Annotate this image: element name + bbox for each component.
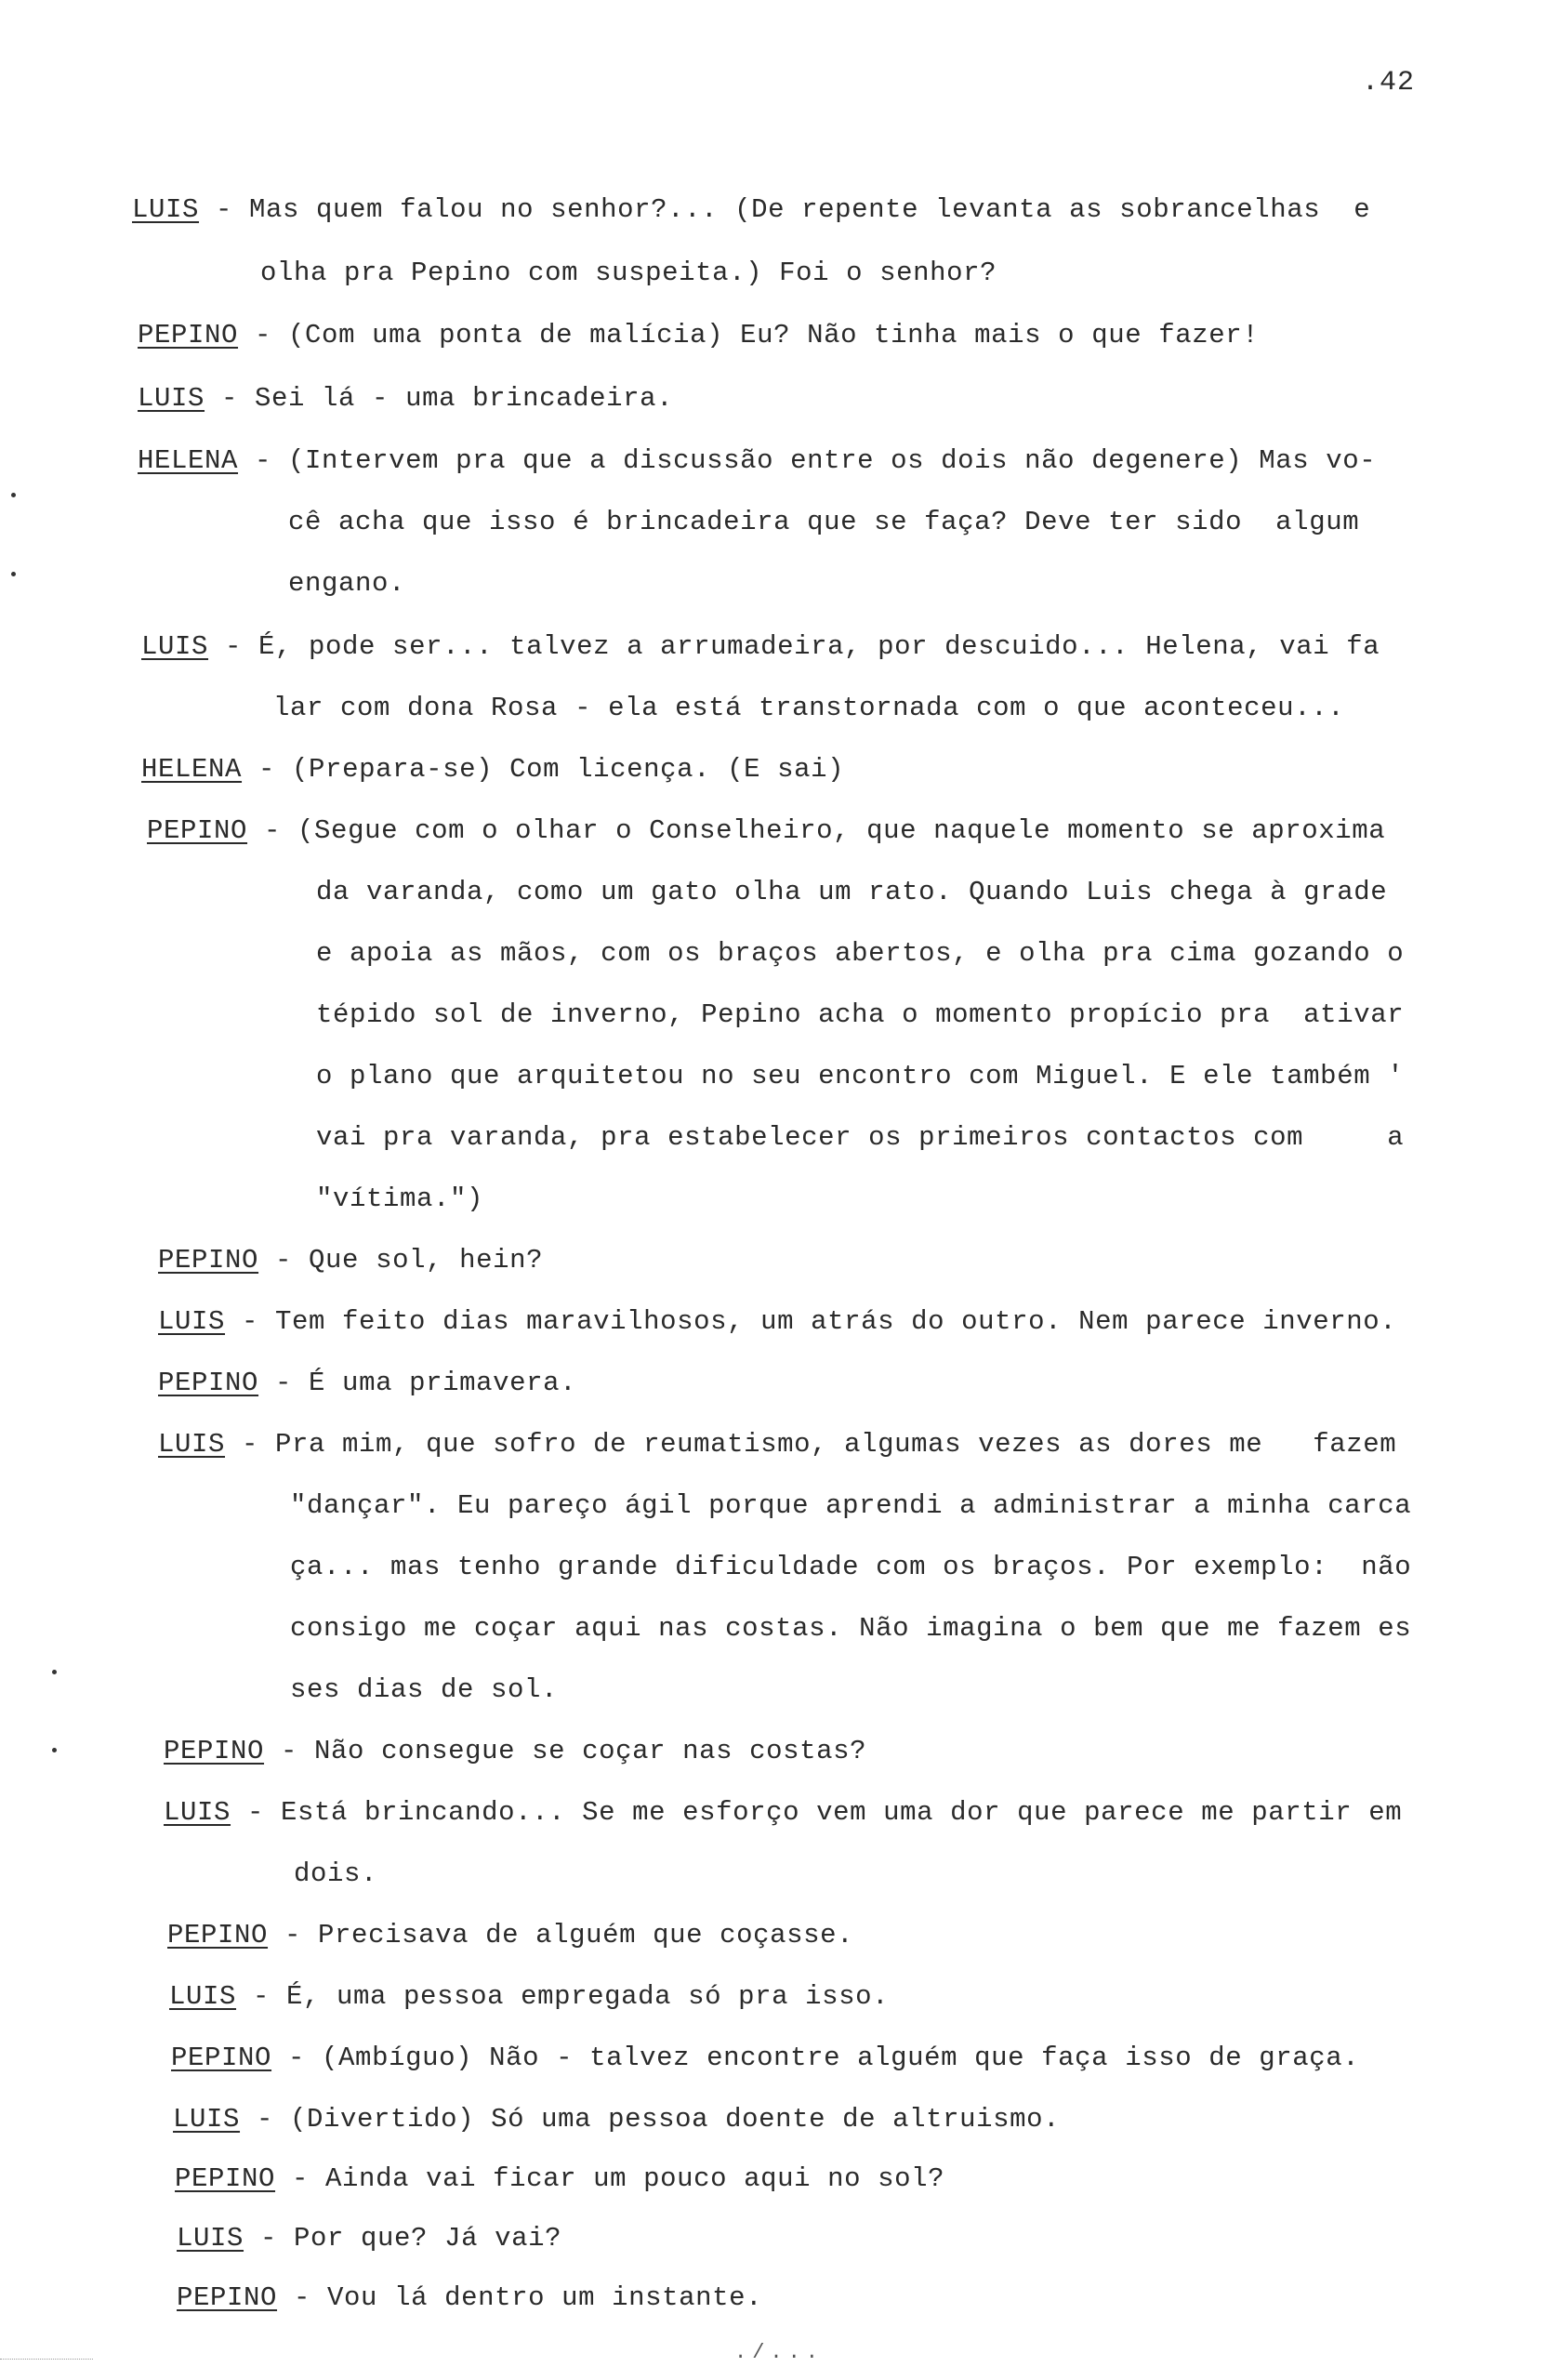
dialogue-text: "vítima.") [316,1183,484,1214]
dialogue-text: o plano que arquitetou no seu encontro com Miguel. E ele também ' [316,1061,1405,1091]
margin-dot [11,572,16,576]
dialogue-text: - Tem feito dias maravilhosos, um atrás do outro. Nem parece inverno. [225,1306,1397,1337]
speaker-name: LUIS [141,631,209,662]
dialogue-text: olha pra Pepino com suspeita.) Foi o senhor? [260,258,997,288]
dialogue-text: - Precisava de alguém que coçasse. [268,1920,854,1950]
speaker-name: LUIS [169,1981,237,2012]
dialogue-text: dois. [294,1858,378,1889]
dialogue-text: - Mas quem falou no senhor?... (De repente levanta as sobrancelhas e [199,194,1371,225]
dialogue-text: - (Intervem pra que a discussão entre os dois não degenere) Mas vo- [238,445,1377,476]
speaker-name: LUIS [173,2104,241,2135]
speaker-name: PEPINO [138,320,239,350]
dialogue-text: da varanda, como um gato olha um rato. Quando Luis chega à grade [316,877,1388,907]
dialogue-text: - (Prepara-se) Com licença. (E sai) [242,754,845,785]
dialogue-line [110,2248,762,2348]
dialogue-text: - Vou lá dentro um instante. [277,2282,763,2313]
dialogue-text: "dançar". Eu pareço ágil porque aprendi a administrar a minha carca [290,1490,1412,1521]
dialogue-text: - (Com uma ponta de malícia) Eu? Não tinha mais o que fazer! [238,320,1260,350]
dialogue-text: - (Divertido) Só uma pessoa doente de altruismo. [240,2104,1061,2135]
speaker-name: LUIS [177,2223,244,2254]
dialogue-text: ses dias de sol. [290,1674,559,1705]
dialogue-text: - Está brincando... Se me esforço vem uma dor que parece me partir em [231,1797,1403,1828]
dialogue-text: cê acha que isso é brincadeira que se faça? Deve ter sido algum [288,507,1360,537]
speaker-name: HELENA [138,445,239,476]
speaker-name: PEPINO [177,2282,278,2313]
speaker-name: PEPINO [147,815,248,846]
scan-artifact [0,2357,93,2360]
dialogue-text: engano. [288,568,406,599]
page-number: .42 [1362,67,1416,99]
speaker-name: PEPINO [158,1368,259,1398]
dialogue-text: - É, pode ser... talvez a arrumadeira, por descuido... Helena, vai fa [208,631,1380,662]
speaker-name: LUIS [132,194,200,225]
dialogue-text: - Não consegue se coçar nas costas? [264,1736,867,1766]
dialogue-text: - (Segue com o olhar o Conselheiro, que naquele momento se aproxima [247,815,1386,846]
dialogue-text: - Pra mim, que sofro de reumatismo, algumas vezes as dores me fazem [225,1429,1397,1460]
dialogue-text: - É uma primavera. [258,1368,577,1398]
margin-dot [11,493,16,497]
speaker-name: PEPINO [171,2043,272,2073]
dialogue-text: - Ainda vai ficar um pouco aqui no sol? [275,2163,945,2194]
dialogue-text: - Por que? Já vai? [244,2223,562,2254]
speaker-name: LUIS [158,1429,226,1460]
continuation-mark: ./... [734,2341,825,2364]
speaker-name: LUIS [164,1797,231,1828]
dialogue-text: - Sei lá - uma brincadeira. [205,383,674,414]
dialogue-text: lar com dona Rosa - ela está transtornada com o que aconteceu... [273,693,1345,723]
dialogue-text: consigo me coçar aqui nas costas. Não imagina o bem que me fazem es [290,1613,1412,1644]
margin-dot [52,1748,57,1752]
speaker-name: PEPINO [164,1736,265,1766]
dialogue-text: ça... mas tenho grande dificuldade com os braços. Por exemplo: não [290,1552,1412,1582]
dialogue-text: vai pra varanda, pra estabelecer os primeiros contactos com a [316,1122,1405,1153]
speaker-name: PEPINO [167,1920,269,1950]
speaker-name: LUIS [138,383,205,414]
dialogue-text: tépido sol de inverno, Pepino acha o momento propício pra ativar [316,999,1405,1030]
speaker-name: HELENA [141,754,243,785]
dialogue-text: e apoia as mãos, com os braços abertos, e olha pra cima gozando o [316,938,1405,969]
dialogue-text: - (Ambíguo) Não - talvez encontre alguém que faça isso de graça. [271,2043,1360,2073]
speaker-name: PEPINO [175,2163,276,2194]
dialogue-text: - É, uma pessoa empregada só pra isso. [236,1981,890,2012]
margin-dot [52,1670,57,1674]
speaker-name: LUIS [158,1306,226,1337]
dialogue-text: - Que sol, hein? [258,1245,544,1276]
speaker-name: PEPINO [158,1245,259,1276]
